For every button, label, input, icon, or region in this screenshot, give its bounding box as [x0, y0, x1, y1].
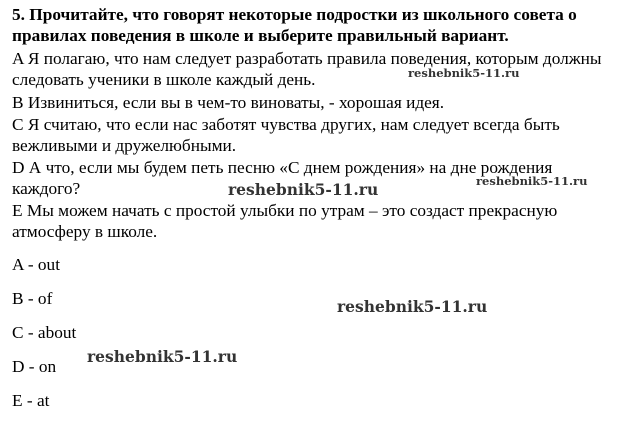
- task-title: 5. Прочитайте, что говорят некоторые подростки из школьного совета о правилах поведения в школе и выберите правильный вариант.: [12, 5, 577, 45]
- answer-a: A - out: [12, 255, 61, 274]
- statement-b: B Извиниться, если вы в чем-то виноваты, - хорошая идея.: [12, 93, 445, 112]
- statement-a: A Я полагаю, что нам следует разработать правила поведения, которым должны следовать ученики в школе каждый день.: [12, 49, 602, 89]
- answer-d: D - on: [12, 357, 57, 376]
- answer-b: B - of: [12, 289, 53, 308]
- watermark-text: reshebnik5-11.ru: [87, 347, 238, 366]
- answer-c: C - about: [12, 323, 77, 342]
- statement-e: E Мы можем начать с простой улыбки по утрам – это создаст прекрасную атмосферу в школе.: [12, 201, 558, 241]
- answer-e: E - at: [12, 391, 50, 410]
- watermark-text: reshebnik5-11.ru: [408, 66, 520, 80]
- statement-d: D А что, если мы будем петь песню «С днем рождения» на дне рождения каждого?: [12, 158, 553, 198]
- watermark-text: reshebnik5-11.ru: [228, 180, 379, 199]
- watermark-text: reshebnik5-11.ru: [476, 174, 588, 188]
- watermark-text: reshebnik5-11.ru: [337, 297, 488, 316]
- statement-c: C Я считаю, что если нас заботят чувства других, нам следует всегда быть вежливыми и дружелюбными.: [12, 115, 560, 155]
